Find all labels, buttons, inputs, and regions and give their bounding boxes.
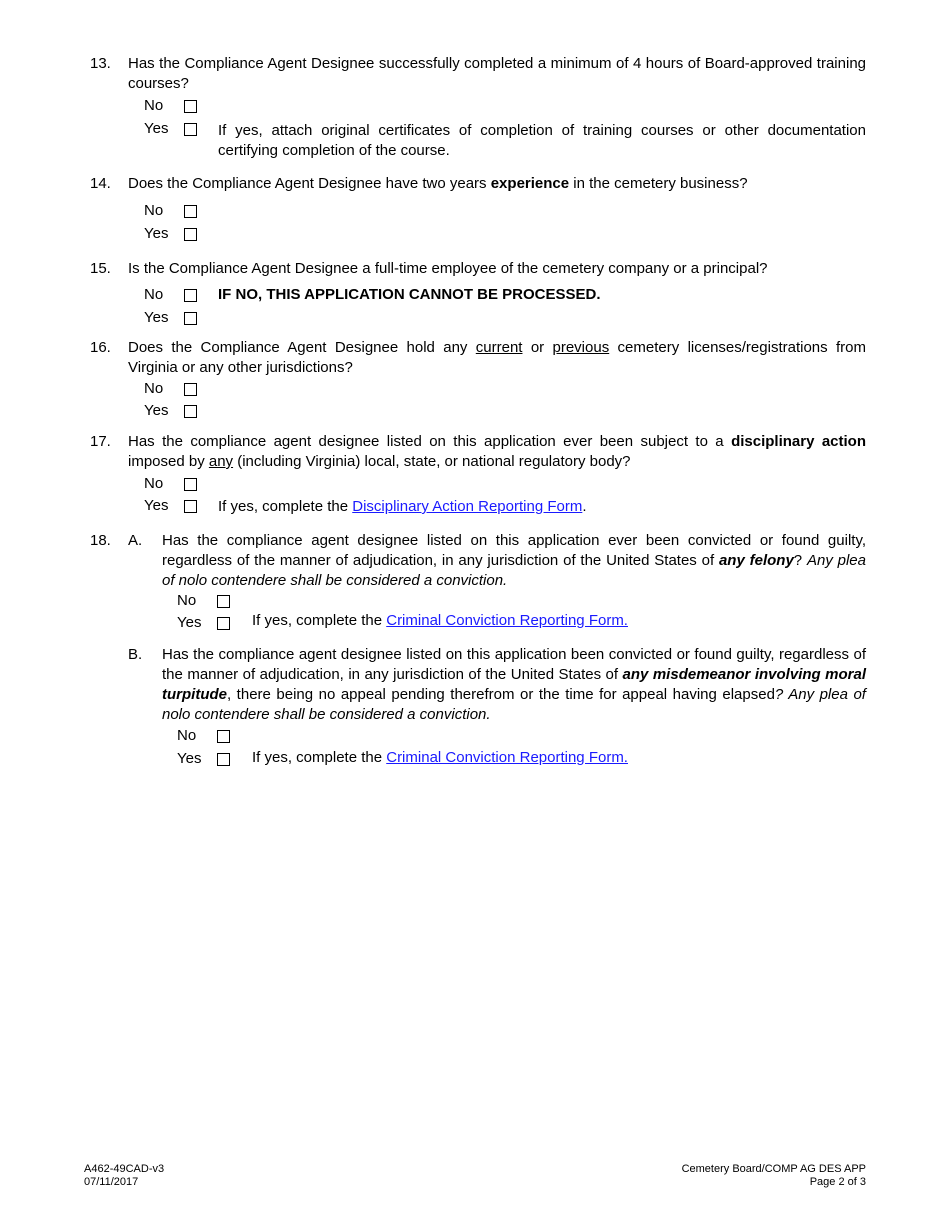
- option-label: No: [144, 97, 164, 114]
- q18a-yes-checkbox[interactable]: [217, 617, 230, 630]
- sub-question-letter-a: A.: [128, 532, 143, 549]
- option-label: No: [177, 592, 197, 609]
- question-number: 16.: [90, 339, 111, 356]
- q15-no-checkbox[interactable]: [184, 289, 197, 302]
- q14-no-checkbox[interactable]: [184, 205, 197, 218]
- question-text: Has the Compliance Agent Designee successfully completed a minimum of 4 hours of Board-approved training courses?: [128, 55, 866, 92]
- q16-yes-checkbox[interactable]: [184, 405, 197, 418]
- option-label: No: [144, 475, 164, 492]
- q14-yes-checkbox[interactable]: [184, 228, 197, 241]
- q17-no-checkbox[interactable]: [184, 478, 197, 491]
- question-18a-text: Has the compliance agent designee listed on this application ever been convicted or found guilty, regardless of the manner of adjudication, in any jurisdiction of the United States of any felony? Any plea of nolo contendere shall be considered a conviction.: [162, 532, 866, 589]
- option-label: Yes: [144, 309, 169, 326]
- question-number: 15.: [90, 260, 111, 277]
- question-text: Does the Compliance Agent Designee have two years experience in the cemetery business?: [128, 175, 748, 192]
- question-number: 18.: [90, 532, 111, 549]
- option-label: No: [144, 202, 164, 219]
- footer-right: [682, 1163, 866, 1189]
- q17-yes-note: If yes, complete the Disciplinary Action Reporting Form.: [218, 498, 587, 515]
- option-label: Yes: [144, 120, 169, 137]
- page-number: Page 2 of 3: [809, 1176, 866, 1188]
- option-label: No: [177, 727, 197, 744]
- question-text: Does the Compliance Agent Designee hold any current or previous cemetery licenses/registrations from Virginia or any other jurisdictions?: [128, 339, 866, 376]
- q13-yes-checkbox[interactable]: [184, 123, 197, 136]
- question-18b-text: Has the compliance agent designee listed on this application been convicted or found guilty, regardless of the manner of adjudication, in any jurisdiction of the United States of any misdemeanor involving moral turpitude, there being no appeal pending therefrom or the time for appeal having elapsed? Any plea of nolo contendere shall be considered a conviction.: [162, 646, 866, 723]
- option-label: No: [144, 286, 164, 303]
- q17-yes-checkbox[interactable]: [184, 500, 197, 513]
- question-number: 13.: [90, 55, 111, 72]
- option-label: No: [144, 380, 164, 397]
- criminal-conviction-form-link[interactable]: Criminal Conviction Reporting Form.: [386, 612, 628, 629]
- q18b-no-checkbox[interactable]: [217, 730, 230, 743]
- q16-no-checkbox[interactable]: [184, 383, 197, 396]
- criminal-conviction-form-link[interactable]: Criminal Conviction Reporting Form.: [386, 749, 628, 766]
- sub-question-letter-b: B.: [128, 646, 143, 663]
- option-label: Yes: [144, 225, 169, 242]
- footer-left: [84, 1163, 164, 1189]
- option-label: Yes: [177, 614, 202, 631]
- q18a-yes-note: If yes, complete the Criminal Conviction Reporting Form.: [252, 612, 628, 629]
- option-label: Yes: [144, 497, 169, 514]
- disciplinary-action-form-link[interactable]: Disciplinary Action Reporting Form: [352, 498, 583, 515]
- q15-yes-checkbox[interactable]: [184, 312, 197, 325]
- form-date: 07/11/2017: [84, 1176, 139, 1188]
- question-number: 17.: [90, 433, 111, 450]
- form-id: A462-49CAD-v3: [84, 1163, 165, 1175]
- board-title: Cemetery Board/COMP AG DES APP: [681, 1163, 866, 1175]
- q18a-no-checkbox[interactable]: [217, 595, 230, 608]
- q15-no-warning: IF NO, THIS APPLICATION CANNOT BE PROCESSED.: [218, 286, 601, 303]
- option-label: Yes: [144, 402, 169, 419]
- q13-no-checkbox[interactable]: [184, 100, 197, 113]
- q13-yes-note: If yes, attach original certificates of completion of training courses or other documentation certifying completion of the course.: [218, 122, 866, 159]
- q18b-yes-note: If yes, complete the Criminal Conviction Reporting Form.: [252, 749, 628, 766]
- question-number: 14.: [90, 175, 111, 192]
- option-label: Yes: [177, 750, 202, 767]
- question-text: Has the compliance agent designee listed on this application ever been subject to a disciplinary action imposed by any (including Virginia) local, state, or national regulatory body?: [128, 433, 866, 470]
- q18b-yes-checkbox[interactable]: [217, 753, 230, 766]
- question-text: Is the Compliance Agent Designee a full-time employee of the cemetery company or a principal?: [128, 260, 768, 277]
